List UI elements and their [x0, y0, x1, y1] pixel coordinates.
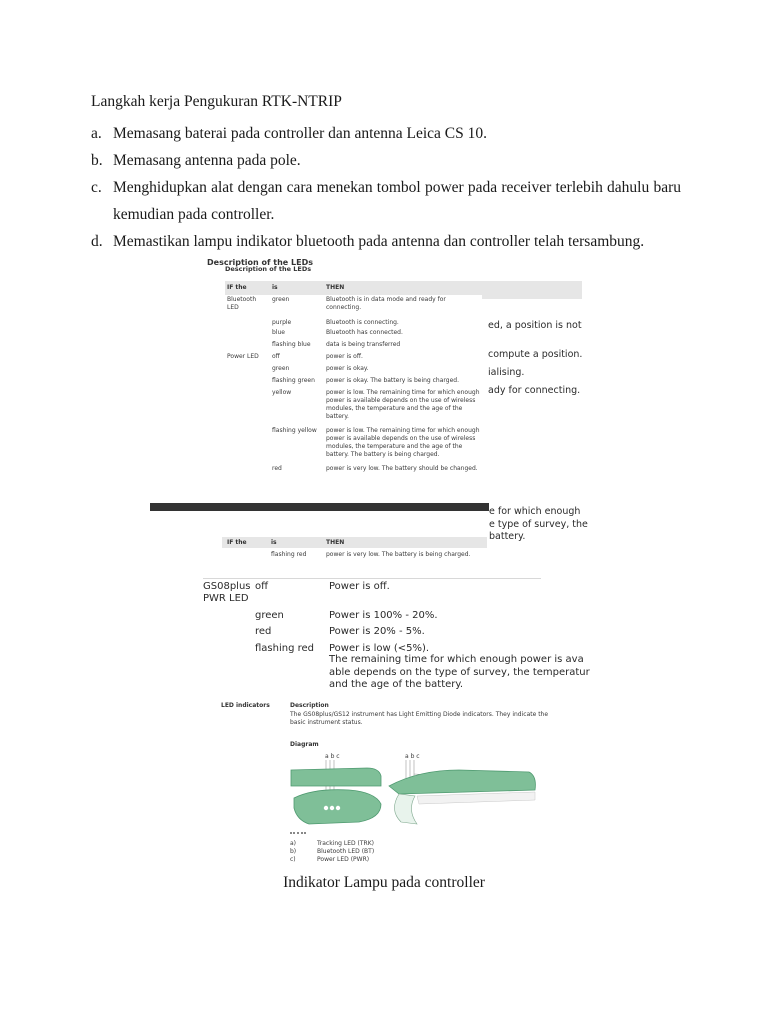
led-state: yellow — [272, 389, 292, 396]
divider-bar — [150, 503, 489, 511]
pwr-note-line: The remaining time for which enough power is ava — [329, 654, 584, 665]
step-text: Memasang antenna pada pole. — [113, 152, 301, 169]
step-item — [91, 147, 681, 174]
led-then: power is very low. The battery should be changed. — [326, 465, 478, 472]
cut-off-title: Description of the LEDs — [207, 258, 313, 267]
diagram-heading: Diagram — [290, 741, 319, 748]
figure-caption: Indikator Lampu pada controller — [283, 874, 485, 891]
device-top-left — [291, 768, 381, 786]
header-is: is — [272, 284, 278, 291]
led-state: blue — [272, 329, 285, 336]
bleed-text: ialising. — [488, 367, 525, 378]
led-then: Bluetooth has connected. — [326, 329, 403, 336]
led-indicators-figure — [221, 702, 549, 872]
led-then: data is being transferred — [326, 341, 401, 348]
led-then: Bluetooth is connecting. — [326, 319, 399, 326]
document-title: Langkah kerja Pengukuran RTK-NTRIP — [91, 93, 342, 110]
led-b-icon — [330, 806, 334, 810]
pwr-state: green — [255, 610, 284, 621]
description-heading: Description — [290, 702, 329, 709]
steps-list — [91, 120, 681, 255]
led-then: power is low. The remaining time for which enough power is available depends on the use of wireless modules, the temperature and the age of the battery. The battery is being charged. — [326, 427, 480, 458]
description-line: The GS08plus/GS12 instrument has Light Emitting Diode indicators. They indicate the — [290, 711, 549, 718]
led-state: purple — [272, 319, 292, 326]
pwr-state: off — [255, 581, 269, 592]
pwr-then: Power is 20% - 5%. — [329, 626, 425, 637]
step-item — [91, 228, 681, 255]
bleed-text: e type of survey, the — [489, 519, 588, 530]
legend-key: c) — [290, 856, 296, 863]
led-table-image — [205, 258, 585, 478]
description-line: basic instrument status. — [290, 719, 363, 726]
led-then: power is off. — [326, 353, 363, 360]
pwr-label-line2: PWR LED — [203, 593, 249, 604]
step-item — [91, 174, 681, 201]
led-state: flashing blue — [272, 341, 311, 348]
pwr-then: Power is 100% - 20%. — [329, 610, 438, 621]
step-text-continuation: kemudian pada controller. — [113, 206, 275, 223]
led-c-icon — [336, 806, 340, 810]
bleed-text: ady for connecting. — [488, 385, 581, 396]
led-state: red — [272, 465, 282, 472]
pwr-note-line: able depends on the type of survey, the temperatur — [329, 667, 590, 678]
step-continuation — [91, 201, 681, 228]
step-letter: c. — [91, 179, 102, 196]
header-if: IF the — [227, 539, 247, 546]
led-then: power is okay. — [326, 365, 369, 372]
bleed-text: compute a position. — [488, 349, 583, 360]
step-item — [91, 120, 681, 147]
pwr-state: flashing red — [255, 643, 315, 654]
header-if: IF the — [227, 284, 247, 291]
pwr-label-line1: GS08plus — [203, 581, 251, 592]
instrument-diagram — [289, 760, 539, 835]
device-top-right — [389, 770, 535, 794]
bleed-text: battery. — [489, 531, 526, 542]
device-rim-right — [417, 792, 535, 804]
step-text: Memastikan lampu indikator bluetooth pada antenna dan controller telah tersambung. — [113, 233, 645, 250]
step-letter: a. — [91, 125, 102, 142]
led-then: Bluetooth is in data mode and ready for connecting. — [326, 296, 446, 311]
device-side-right — [394, 794, 417, 824]
step-letter: b. — [91, 152, 103, 169]
led-state: green — [272, 296, 290, 303]
step-text: Menghidupkan alat dengan cara menekan tombol power pada receiver terlebih dahulu baru — [113, 179, 681, 196]
pwr-note-line: and the age of the battery. — [329, 679, 464, 690]
led-state: green — [272, 365, 290, 372]
pwr-then: Power is off. — [329, 581, 390, 592]
led-state: off — [272, 353, 280, 360]
diagram-abc-label: a b c — [325, 753, 340, 760]
led-name: Power LED — [227, 353, 259, 360]
led-state: flashing red — [271, 551, 307, 558]
table-header-bar — [222, 537, 487, 548]
step-text: Memasang baterai pada controller dan antenna Leica CS 10. — [113, 125, 488, 142]
pwr-led-table-image — [203, 578, 590, 698]
pwr-then: Power is low (<5%). — [329, 643, 430, 654]
led-then: power is very low. The battery is being charged. — [326, 551, 471, 558]
led-a-icon — [324, 806, 328, 810]
led-state: flashing yellow — [272, 427, 317, 434]
led-table-subtitle: Description of the LEDs — [225, 265, 312, 273]
header-is: is — [271, 539, 277, 546]
legend-text: Tracking LED (TRK) — [317, 840, 374, 847]
led-state: flashing green — [272, 377, 315, 384]
legend-divider — [290, 832, 306, 834]
bleed-text: ed, a position is not — [488, 320, 582, 331]
legend-key: a) — [290, 840, 297, 847]
table-rule — [203, 578, 541, 579]
step-letter: d. — [91, 233, 103, 250]
led-indicators-label: LED indicators — [221, 702, 270, 709]
diagram-abc-label: a b c — [405, 753, 420, 760]
header-then: THEN — [326, 539, 345, 546]
table-header-bar — [225, 281, 482, 295]
bleed-text: e for which enough — [489, 506, 581, 517]
table-header-bar-overlap — [482, 281, 582, 299]
legend-text: Bluetooth LED (BT) — [317, 848, 375, 855]
legend-key: b) — [290, 848, 297, 855]
legend-text: Power LED (PWR) — [317, 856, 370, 863]
header-then: THEN — [326, 284, 345, 291]
led-then: power is okay. The battery is being charged. — [326, 377, 459, 384]
led-name: Bluetooth LED — [227, 296, 257, 311]
pwr-state: red — [255, 626, 272, 637]
led-then: power is low. The remaining time for which enough power is available depends on the use of wireless modules, the temperature and the age of the battery. — [326, 389, 480, 420]
